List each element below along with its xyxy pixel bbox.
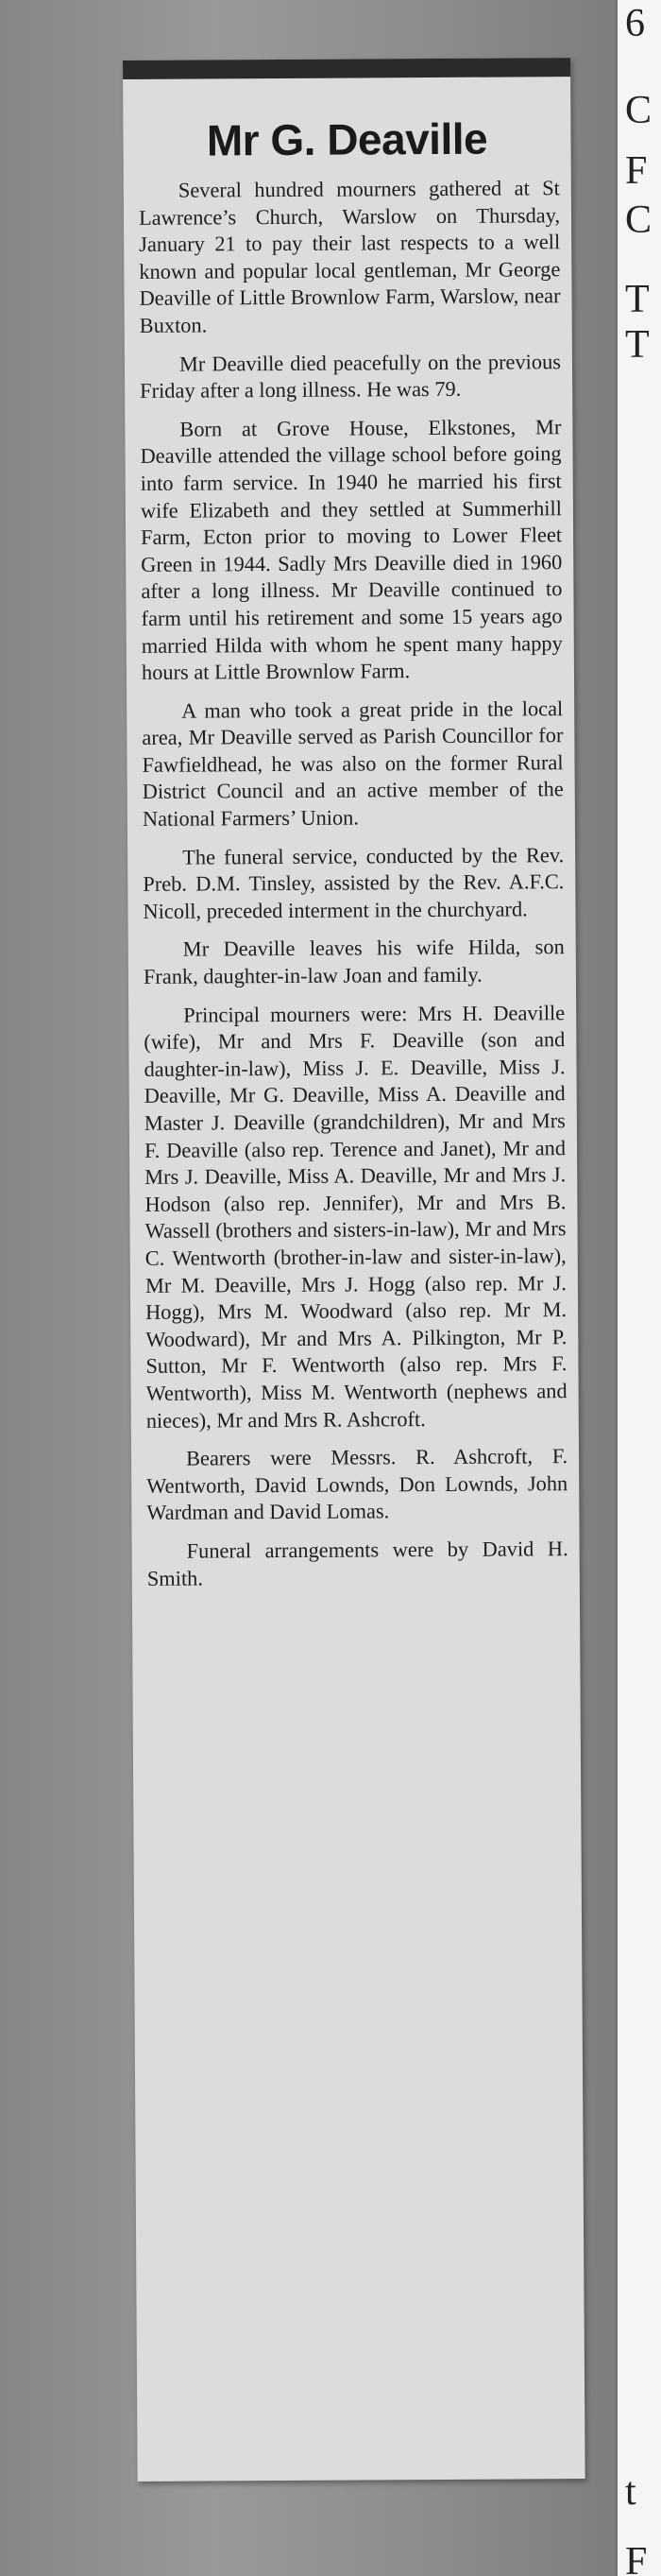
article-paragraph: Principal mourners were: Mrs H. Deaville (wife), Mr and Mrs F. Deaville (son and daughter-in-law), Miss J. E. Deaville, Miss J. Deaville, Mr G. Deaville, Miss A. Deaville and Master J. Deaville (grandchildren), Mr and Mrs F. Deaville (also rep. Terence and Janet), Mr and Mrs J. Deaville, Miss A. Deaville, Mr and Mrs J. Hodson (also rep. Jennifer), Mr and Mrs B. Wassell (brothers and sisters-in-law), Mr and Mrs C. Wentworth (brother-in-law and sister-in-law), Mr M. Deaville, Mrs J. Hogg (also rep. Mr J. Hogg), Mrs M. Woodward (also rep. Mr M. Woodward), Mr and Mrs A. Pilkington, Mr P. Sutton, Mr F. Wentworth (also rep. Mrs F. Wentworth), Miss M. Wentworth (nephews and nieces), Mr and Mrs R. Ashcroft. <box>144 1000 568 1433</box>
newspaper-clipping <box>123 58 585 2482</box>
article-paragraph: Born at Grove House, Elkstones, Mr Deaville attended the village school before going into farm service. In 1940 he married his first wife Elizabeth and they settled at Summerhill Farm, Ecton prior to moving to Lower Fleet Green in 1944. Sadly Mrs Deaville died in 1960 after a long illness. Mr Deaville continued to farm until his retirement and some 15 years ago married Hilda with whom he spent many happy hours at Little Brownlow Farm. <box>140 414 563 684</box>
adjacent-page-edge <box>616 0 661 2576</box>
article-paragraph: A man who took a great pride in the local area, Mr Deaville served as Parish Councillor for Fawfieldhead, he was also on the former Rural District Council and an active member of the National Farmers’ Union. <box>142 696 564 831</box>
article-paragraph: The funeral service, conducted by the Rev. Preb. D.M. Tinsley, assisted by the Rev. A.F.C. Nicoll, preceded interment in the churchyard. <box>143 842 565 923</box>
side-page-fragment: C <box>625 198 653 242</box>
article-paragraph: Mr Deaville died peacefully on the previous Friday after a long illness. He was 79. <box>140 349 562 404</box>
article-paragraph: Bearers were Messrs. R. Ashcroft, F. Wentworth, David Lownds, Don Lownds, John Wardman and David Lomas. <box>146 1444 568 1525</box>
side-page-fragment: 6 <box>625 2 645 45</box>
article-body <box>139 175 568 1604</box>
article-paragraph: Funeral arrangements were by David H. Smith. <box>146 1537 568 1590</box>
article-title: Mr G. Deaville <box>206 113 488 165</box>
article-paragraph: Several hundred mourners gathered at St Lawrence’s Church, Warslow on Thursday, January 21 to pay their last respects to a well known and popular local gentleman, Mr George Deaville of Little Brownlow Farm, Warslow, near Buxton. <box>138 176 561 337</box>
side-page-fragment: t <box>625 2470 636 2514</box>
article-paragraph: Mr Deaville leaves his wife Hilda, son Frank, daughter-in-law Joan and family. <box>143 935 565 988</box>
header-rule <box>123 58 570 79</box>
side-page-fragment: T <box>625 323 650 367</box>
side-page-fragment: F <box>625 149 648 193</box>
side-page-fragment: C <box>625 89 653 132</box>
side-page-fragment: F <box>625 2540 648 2576</box>
side-page-fragment: T <box>625 278 650 321</box>
